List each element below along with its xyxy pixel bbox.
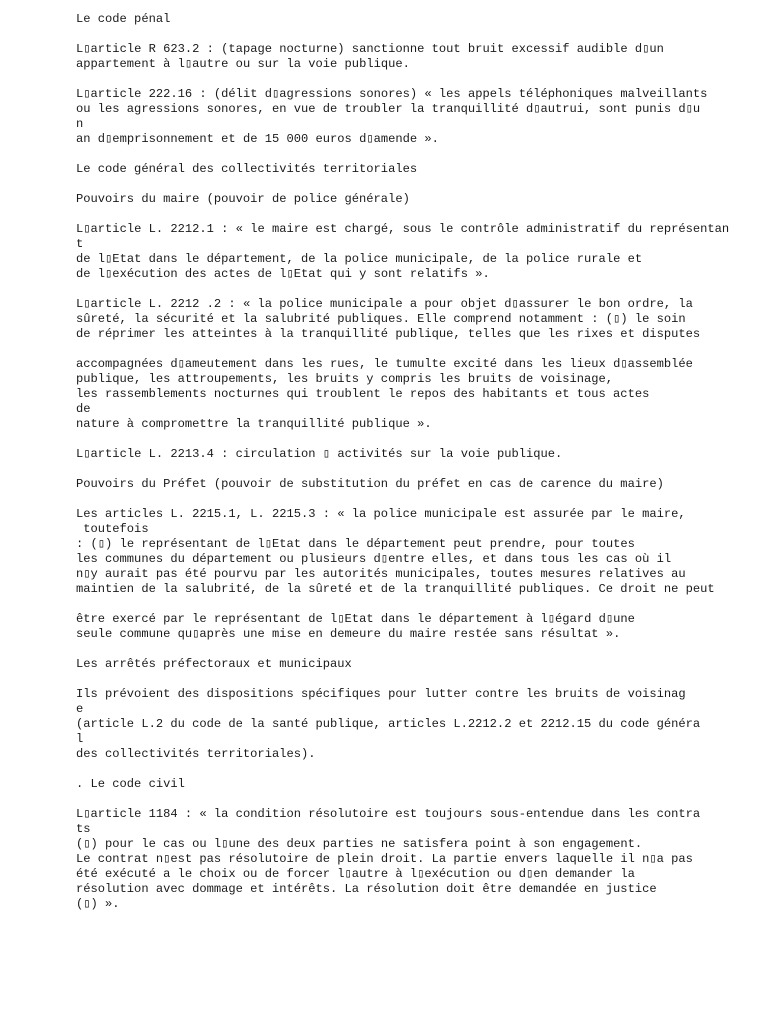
text-line: seule commune qu▯après une mise en demeure du maire restée sans résultat ». — [76, 627, 621, 641]
text-line: t — [76, 237, 84, 251]
text-line: L▯article 222.16 : (délit d▯agressions sonores) « les appels téléphoniques malveillants — [76, 87, 708, 101]
text-line: ou les agressions sonores, en vue de troubler la tranquillité d▯autrui, sont punis d▯u — [76, 102, 701, 116]
text-line: Pouvoirs du maire (pouvoir de police générale) — [76, 192, 410, 206]
text-paragraph — [76, 42, 756, 72]
text-paragraph — [76, 687, 756, 762]
text-paragraph — [76, 657, 756, 672]
text-line: toutefois — [76, 522, 149, 536]
text-line: Le code général des collectivités territoriales — [76, 162, 418, 176]
text-paragraph — [76, 612, 756, 642]
text-line: Pouvoirs du Préfet (pouvoir de substitution du préfet en cas de carence du maire) — [76, 477, 664, 491]
text-line: accompagnées d▯ameutement dans les rues, le tumulte excité dans les lieux d▯assemblée — [76, 357, 693, 371]
text-paragraph — [76, 297, 756, 342]
text-line: des collectivités territoriales). — [76, 747, 316, 761]
text-line: de — [76, 402, 91, 416]
text-paragraph — [76, 777, 756, 792]
text-line: les rassemblements nocturnes qui troublent le repos des habitants et tous actes — [76, 387, 650, 401]
text-line: être exercé par le représentant de l▯Etat dans le département à l▯égard d▯une — [76, 612, 635, 626]
text-line: de réprimer les atteintes à la tranquillité publique, telles que les rixes et disputes — [76, 327, 701, 341]
text-paragraph — [76, 477, 756, 492]
text-line: appartement à l▯autre ou sur la voie publique. — [76, 57, 410, 71]
text-line: n▯y aurait pas été pourvu par les autorités municipales, toutes mesures relatives au — [76, 567, 686, 581]
text-paragraph — [76, 12, 756, 27]
text-line: (▯) ». — [76, 897, 120, 911]
text-line: l — [76, 732, 84, 746]
text-line: L▯article 1184 : « la condition résolutoire est toujours sous-entendue dans les contra — [76, 807, 701, 821]
text-line: Le contrat n▯est pas résolutoire de plein droit. La partie envers laquelle il n▯a pas — [76, 852, 693, 866]
text-line: sûreté, la sécurité et la salubrité publiques. Elle comprend notamment : (▯) le soin — [76, 312, 686, 326]
text-line: (article L.2 du code de la santé publique, articles L.2212.2 et 2212.15 du code généra — [76, 717, 701, 731]
text-line: nature à compromettre la tranquillité publique ». — [76, 417, 432, 431]
document-body — [76, 12, 756, 927]
text-line: publique, les attroupements, les bruits y compris les bruits de voisinage, — [76, 372, 614, 386]
text-line: . Le code civil — [76, 777, 185, 791]
text-line: Ils prévoient des dispositions spécifiques pour lutter contre les bruits de voisinag — [76, 687, 686, 701]
text-line: L▯article R 623.2 : (tapage nocturne) sanctionne tout bruit excessif audible d▯un — [76, 42, 664, 56]
text-line: Les arrêtés préfectoraux et municipaux — [76, 657, 352, 671]
text-paragraph — [76, 447, 756, 462]
text-line: : (▯) le représentant de l▯Etat dans le département peut prendre, pour toutes — [76, 537, 635, 551]
text-line: les communes du département ou plusieurs d▯entre elles, et dans tous les cas où il — [76, 552, 672, 566]
text-line: ts — [76, 822, 91, 836]
text-line: n — [76, 117, 84, 131]
text-line: L▯article L. 2212.1 : « le maire est chargé, sous le contrôle administratif du représentan — [76, 222, 730, 236]
text-line: (▯) pour le cas ou l▯une des deux parties ne satisfera point à son engagement. — [76, 837, 643, 851]
text-line: été exécuté a le choix ou de forcer l▯autre à l▯exécution ou d▯en demander la — [76, 867, 635, 881]
text-paragraph — [76, 807, 756, 912]
text-paragraph — [76, 507, 756, 597]
text-paragraph — [76, 192, 756, 207]
text-paragraph — [76, 222, 756, 282]
text-line: L▯article L. 2213.4 : circulation ▯ activités sur la voie publique. — [76, 447, 563, 461]
text-paragraph — [76, 87, 756, 147]
text-line: e — [76, 702, 84, 716]
text-paragraph — [76, 357, 756, 432]
text-line: de l▯exécution des actes de l▯Etat qui y sont relatifs ». — [76, 267, 490, 281]
text-line: de l▯Etat dans le département, de la police municipale, de la police rurale et — [76, 252, 643, 266]
text-line: Le code pénal — [76, 12, 171, 26]
text-line: an d▯emprisonnement et de 15 000 euros d▯amende ». — [76, 132, 439, 146]
text-line: résolution avec dommage et intérêts. La résolution doit être demandée en justice — [76, 882, 657, 896]
text-line: maintien de la salubrité, de la sûreté et de la tranquillité publiques. Ce droit ne peut — [76, 582, 715, 596]
text-line: L▯article L. 2212 .2 : « la police municipale a pour objet d▯assurer le bon ordre, la — [76, 297, 693, 311]
text-line: Les articles L. 2215.1, L. 2215.3 : « la police municipale est assurée par le maire, — [76, 507, 686, 521]
text-paragraph — [76, 162, 756, 177]
